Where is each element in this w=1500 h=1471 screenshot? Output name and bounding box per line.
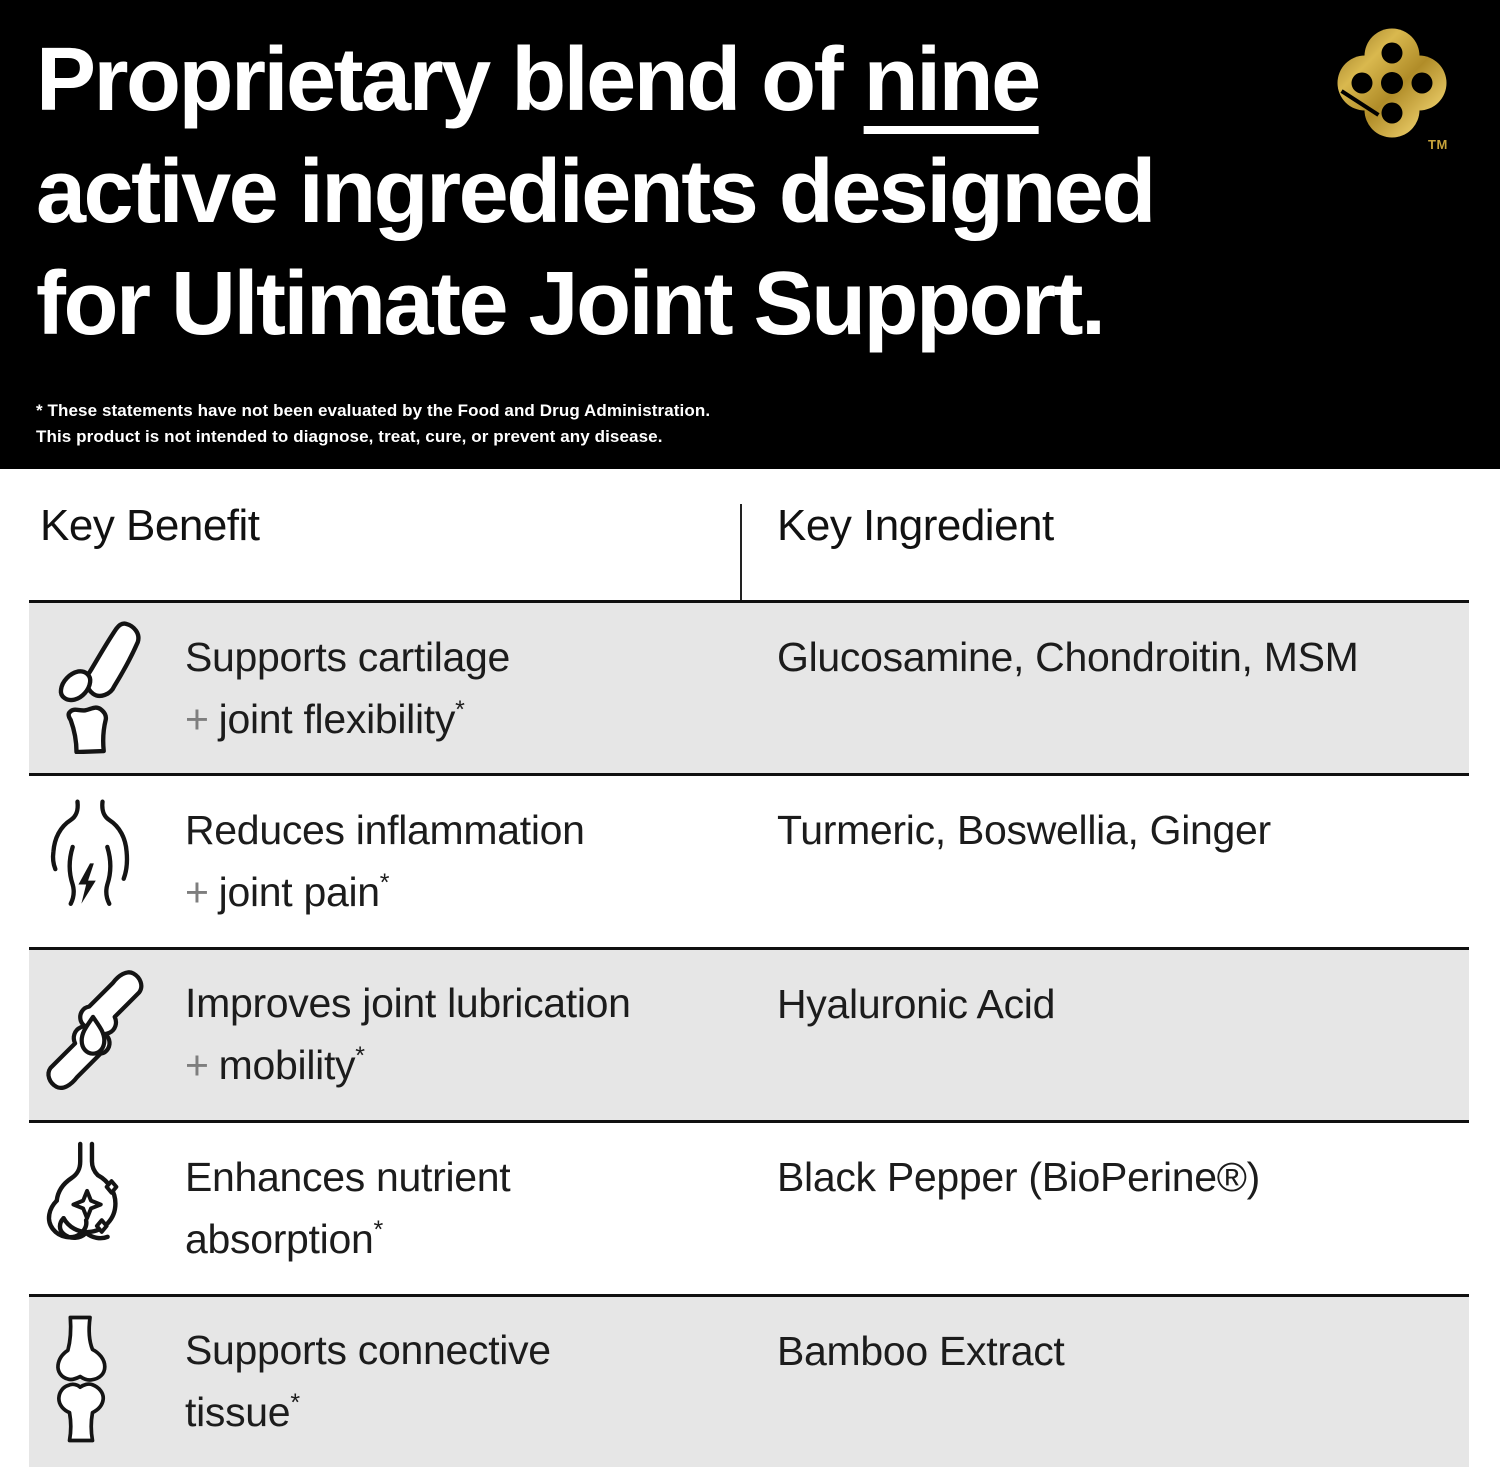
quatrefoil-logo-icon (1336, 27, 1448, 139)
ingredient-cell (740, 950, 1469, 1120)
benefit-line-1: Reduces inflammation (185, 807, 585, 854)
table-row (29, 600, 1469, 773)
back-pain-icon (40, 794, 140, 929)
ingredient-text: Bamboo Extract (777, 1327, 1065, 1374)
knee-joint-icon (40, 618, 148, 759)
stomach-absorption-icon (40, 1140, 140, 1277)
fda-disclaimer (36, 398, 710, 450)
benefit-line-2: absorption* (185, 1215, 384, 1262)
bone-joint-icon (40, 1305, 122, 1458)
asterisk: * (379, 869, 390, 898)
ingredient-cell (740, 1123, 1469, 1293)
table-row (29, 947, 1469, 1120)
ingredient-cell (740, 603, 1469, 773)
ingredient-column-header: Key Ingredient (777, 501, 1054, 550)
benefit-icon-cell (29, 1123, 185, 1293)
benefit-icon-cell (29, 776, 185, 946)
asterisk: * (290, 1389, 301, 1418)
benefit-text (185, 950, 740, 1120)
asterisk: * (355, 1042, 365, 1071)
title-line-2: active ingredients designed (36, 142, 1154, 242)
trademark-label: TM (1428, 137, 1448, 152)
benefit-line-2: + joint pain* (185, 869, 390, 916)
asterisk: * (455, 695, 465, 724)
benefit-text (185, 1123, 740, 1293)
underlined-word: nine (863, 30, 1039, 130)
benefit-icon-cell (29, 950, 185, 1120)
plus-sign: + (185, 695, 209, 742)
benefit-line-2: tissue* (185, 1389, 301, 1436)
brand-logo (1336, 27, 1456, 159)
ingredient-text: Turmeric, Boswellia, Ginger (777, 807, 1271, 854)
benefits-table-rows (29, 600, 1469, 1467)
table-row (29, 1294, 1469, 1467)
ingredient-cell (740, 1297, 1469, 1467)
benefit-line-1: Improves joint lubrication (185, 980, 631, 1027)
plus-sign: + (185, 1042, 209, 1089)
benefit-text (185, 1297, 740, 1467)
benefit-line-1: Enhances nutrient (185, 1153, 511, 1200)
benefit-line-1: Supports connective (185, 1327, 551, 1374)
ingredient-cell (740, 776, 1469, 946)
hero-section (0, 0, 1500, 469)
disclaimer-line-1: * These statements have not been evaluated by the Food and Drug Administration. (36, 401, 711, 420)
ingredient-text: Hyaluronic Acid (777, 980, 1056, 1027)
disclaimer-line-2: This product is not intended to diagnose, treat, cure, or prevent any disease. (36, 427, 663, 446)
benefit-icon-cell (29, 1297, 185, 1467)
ingredient-text: Glucosamine, Chondroitin, MSM (777, 634, 1359, 680)
joint-lubrication-icon (40, 966, 146, 1103)
table-row (29, 1120, 1469, 1293)
table-row (29, 773, 1469, 946)
page-title (36, 24, 1154, 360)
asterisk: * (373, 1215, 384, 1244)
benefit-icon-cell (29, 603, 185, 773)
benefit-text (185, 776, 740, 946)
benefit-line-1: Supports cartilage (185, 633, 511, 680)
plus-sign: + (185, 869, 209, 916)
title-line-1: Proprietary blend of nine (36, 30, 1039, 130)
title-line-3: for Ultimate Joint Support. (36, 254, 1104, 354)
benefit-line-2: + joint flexibility* (185, 695, 465, 742)
benefit-line-2: + mobility* (185, 1042, 365, 1089)
ingredient-text: Black Pepper (BioPerine®) (777, 1154, 1261, 1201)
benefit-column-header: Key Benefit (40, 501, 260, 550)
benefit-text (185, 603, 740, 773)
